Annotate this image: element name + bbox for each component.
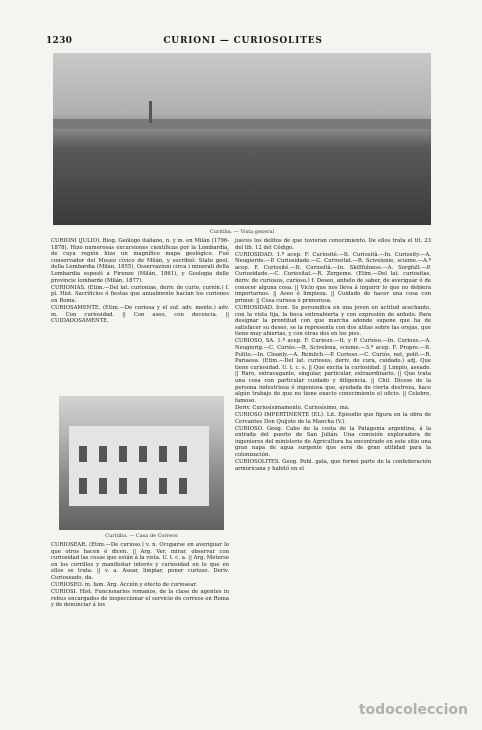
entry-curioso-impertinente: CURIOSO IMPERTINENTE (EL). Lit. Episodio que figura en la obra de Cervantes Don Quijote de la Mancha (V.).	[235, 411, 431, 425]
entry-curioso-deriv: Deriv. Curiosísimamente. Curiosísimo, ma.	[235, 404, 350, 411]
entry-curiosidad: CURIOSIDAD. 1.ª acep. F. Curiosité.—It. Curiosità.—In. Curiosity.—A. Neugierde.—P. Curiosidade.—C. Curiositat.—R. Scivelenie, scieme.—A.ª acep. F. Curiosité.—It. Curiosità.—In. Skillfulness.—A. Sorgfalt.—P. Curiosidade.—C. Curiositat.—R. Zergeme. (Etim.—Del lat. curiositas, deriv. de curiosus, curioso.) f. Deseo, anhelo de saber, de averiguar ó de conocer alguna cosa. || Vicio que nos lleva á inquirir lo que no debiera importarnos. || Aseo ó limpieza. || Cuidado de hacer una cosa con primor. || Cosa curiosa ó primorosa.	[235, 251, 431, 304]
window-shape	[79, 446, 87, 462]
entry-curioni: CURIONI (JULIO). Biog. Geólogo italiano, n. y m. en Milán (1796-1878). Hizo numerosas excursiones científicas por la Lombardía, de cuya región hizo un magnífico mapa geológico. Fué conservador del Museo cívico de Milán, y escribió: Stato geol. della Lombardia (Milán, 1855), Osservazioni circa i minerali della Lombardia esposti a Firenze (Milán, 1861), y Geologia delle provincie lombarde (Milán, 1877).	[51, 238, 229, 284]
window-shape	[119, 478, 127, 494]
window-shape	[99, 478, 107, 494]
left-column	[51, 238, 229, 325]
watermark-logo: todocoleccion	[358, 702, 468, 718]
window-shape	[139, 478, 147, 494]
entry-curiosi-cont: jueces los delitos de que tuvieran conocimiento. De ellos trata el tít. 23 del lib. 12 del Código.	[235, 238, 431, 251]
entry-curioseo: CURIOSEO. m. fam. Arg. Acción y efecto de curiosear.	[51, 582, 198, 589]
photo1-caption: Curitiba. — Vista general	[209, 229, 275, 235]
church-spire-shape	[149, 101, 152, 123]
window-shape	[99, 446, 107, 462]
window-shape	[119, 446, 127, 462]
page-header	[46, 36, 440, 50]
window-shape	[139, 446, 147, 462]
post-office-photo	[59, 396, 224, 530]
page-number: 1230	[46, 36, 73, 46]
entry-curiosolites: CURIOSOLITES. Geog. Pobl. gala, que formó parte de la confederación armoricana y habitó en el	[235, 459, 431, 472]
entry-curionias: CURIONIAS. (Etim.—Del lat. curioniae, deriv. de curio, curión.) f. pl. Hist. Sacrificios ó fiestas que anualmente hacían los curiones en Roma.	[51, 284, 229, 304]
running-head: CURIONI — CURIOSOLITES	[163, 36, 323, 46]
right-column	[235, 238, 431, 473]
entry-curiosidad-icon: CURIOSIDAD. Icon. Se personifica en una joven en actitud acechante, con la vista fija, la boca entreabierta y con expresión de anhelo. Para designar la prontitud con que marcha adonde supone que ha de satisfacer su deseo, se la representa con dos alitas sobre las orejas, que tiene muy abiertas, y con otras dos en los pies.	[235, 304, 431, 338]
window-shape	[179, 446, 187, 462]
entry-curioso: CURIOSO, SA. 1.ª acep. F. Curieux.—It. y P. Curioso.—In. Curious.—A. Neugierig.—C. Curiós.—R. Scivelena, scieme.—3.ª acep. F. Propre.—It. Pulito.—In. Cleanly.—A. Reinlich.—P. Curioso.—C. Curiós, net, polit.—R. Pariaesa. (Etim.—Del lat. curiosus, deriv. de cura, cuidado.) adj. Que tiene curiosidad. U. t. c. s. || Que excita la curiosidad. || Limpio, aseado. || Raro, extravagante, singular, particular, extraordinario. || Que trata una cosa con particular cuidado y diligencia. || Chil. Dícese de la persona industriosa ó ingeniosa que, ayudada de cierta destreza, hace algún trabajo de que no tiene exacto conocimiento el oficio. || Celebre, famoso.	[235, 338, 431, 404]
entry-curiosamente: CURIOSAMENTE. (Etim.—De curiosa y el suf. adv. mente.) adv. m. Con curiosidad. || Con aseo, con decencia. || CUIDADOSAMENTE.	[51, 304, 229, 325]
photo2-caption: Curitiba. — Casa de Correos	[105, 533, 178, 539]
city-panorama-photo	[53, 53, 431, 225]
rooftops-shape	[53, 119, 431, 129]
building-shape	[69, 426, 209, 506]
left-column-lower	[51, 542, 229, 609]
entry-curiosi: CURIOSI. Hist. Funcionarios romanos, de la clase de agentes in rebus encargados de inspeccionar el servicio de correos en Roma y de denunciar á los	[51, 589, 229, 609]
entry-curiosear: CURIOSEAR. (Etim.—De curioso.) v. n. Ocuparse en averiguar lo que otros hacen ó dicen. || Arg. Ver, mirar, observar con curiosidad las cosas que están á la vista. U. t. c. a. || Arg. Meterse en los corrillos y manifestar interés y curiosidad en lo que en ellos se trata. || v. a. Asear, limpiar, poner curioso. Deriv. Curioseado, da.	[51, 542, 229, 581]
window-shape	[179, 478, 187, 494]
entry-curioso-geog: CURIOSO. Geog. Cabo de la costa de la Patagonia argentina, á la entrada del puerto de San Julián. Una comisión exploradora de ingenieros del ministerio de Agricultura ha encontrado en este sitio una gran napa de agua surgente que será de gran utilidad para la colonización.	[235, 425, 431, 458]
window-shape	[159, 446, 167, 462]
window-shape	[159, 478, 167, 494]
window-shape	[79, 478, 87, 494]
